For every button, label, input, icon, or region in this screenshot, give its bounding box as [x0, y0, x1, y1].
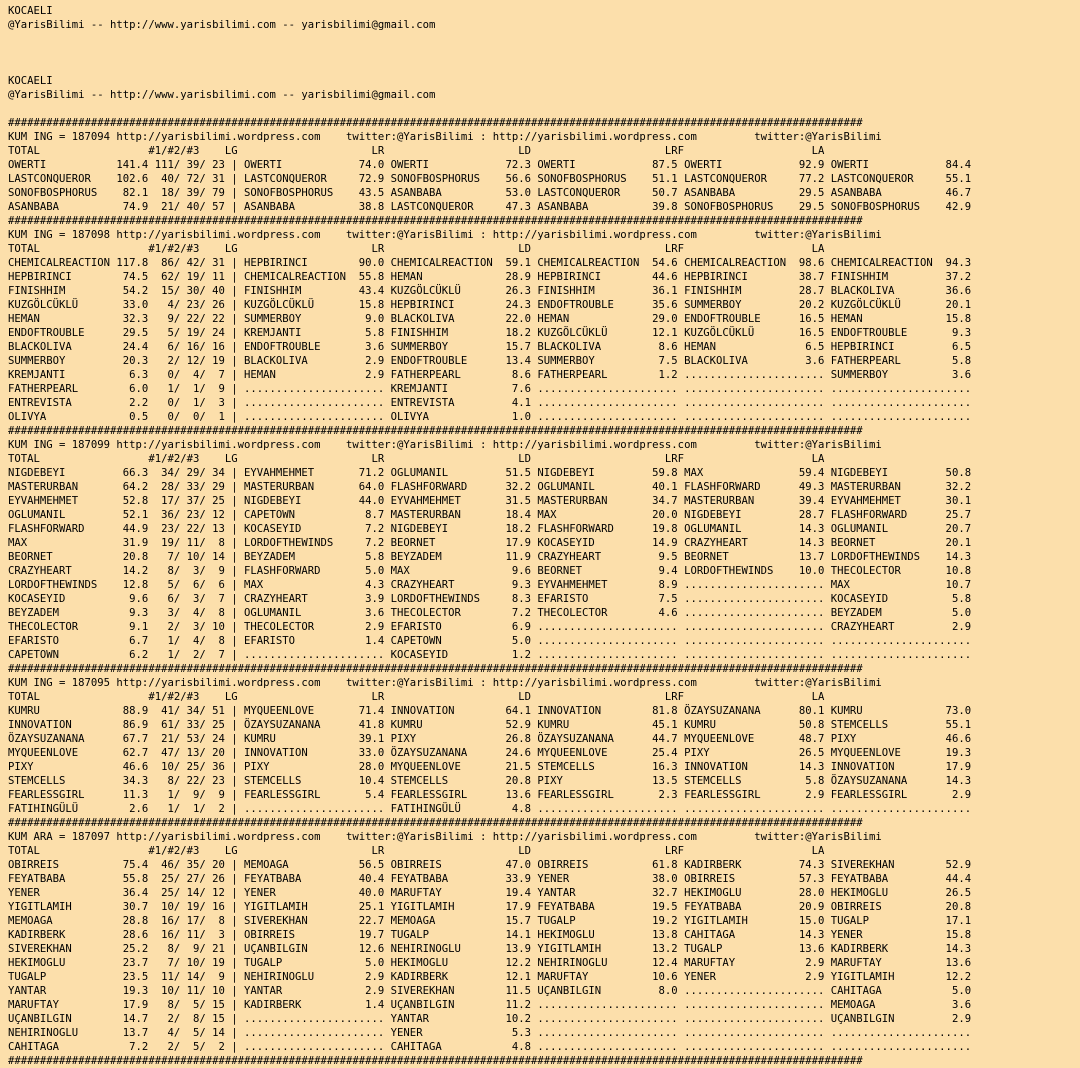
- table-row: MARUFTAY 17.9 8/ 5/ 15 | KADIRBERK 1.4 UÇANBILGIN 11.2 ...................... ...................... MEMOAGA 3.6: [8, 999, 972, 1011]
- column-header-row: TOTAL #1/#2/#3 LG LR LD LRF LA: [8, 243, 825, 255]
- table-row: MYQUEENLOVE 62.7 47/ 13/ 20 | INNOVATION 33.0 ÖZAYSUZANANA 24.6 MYQUEENLOVE 25.4 PIXY 26.5 MYQUEENLOVE 19.3: [8, 747, 972, 759]
- blank-line: [8, 60, 1080, 74]
- table-row: SUMMERBOY 20.3 2/ 12/ 19 | BLACKOLIVA 2.9 ENDOFTROUBLE 13.4 SUMMERBOY 7.5 BLACKOLIVA 3.6 FATHERPEARL 5.8: [8, 355, 972, 367]
- table-row: KUMRU 88.9 41/ 34/ 51 | MYQUEENLOVE 71.4 INNOVATION 64.1 INNOVATION 81.8 ÖZAYSUZANANA 80.1 KUMRU 73.0: [8, 705, 972, 717]
- separator-line: ######################################################################################################################################: [8, 663, 863, 675]
- table-row: NIGDEBEYI 66.3 34/ 29/ 34 | EYVAHMEHMET 71.2 OGLUMANIL 51.5 NIGDEBEYI 59.8 MAX 59.4 NIGDEBEYI 50.8: [8, 467, 972, 479]
- table-row: FATIHINGÜLÜ 2.6 1/ 1/ 2 | ...................... FATIHINGÜLÜ 4.8 ...................... ...................... ......................: [8, 803, 972, 815]
- table-row: PIXY 46.6 10/ 25/ 36 | PIXY 28.0 MYQUEENLOVE 21.5 STEMCELLS 16.3 INNOVATION 14.3 INNOVATION 17.9: [8, 761, 972, 773]
- table-row: ÖZAYSUZANANA 67.7 21/ 53/ 24 | KUMRU 39.1 PIXY 26.8 ÖZAYSUZANANA 44.7 MYQUEENLOVE 48.7 PIXY 46.6: [8, 733, 972, 745]
- table-row: OGLUMANIL 52.1 36/ 23/ 12 | CAPETOWN 8.7 MASTERURBAN 18.4 MAX 20.0 NIGDEBEYI 28.7 FLASHFORWARD 25.7: [8, 509, 972, 521]
- table-row: EYVAHMEHMET 52.8 17/ 37/ 25 | NIGDEBEYI 44.0 EYVAHMEHMET 31.5 MASTERURBAN 34.7 MASTERURBAN 39.4 EYVAHMEHMET 30.1: [8, 495, 972, 507]
- table-row: CAHITAGA 7.2 2/ 5/ 2 | ...................... CAHITAGA 4.8 ...................... ...................... ......................: [8, 1041, 972, 1053]
- table-row: BEORNET 20.8 7/ 10/ 14 | BEYZADEM 5.8 BEYZADEM 11.9 CRAZYHEART 9.5 BEORNET 13.7 LORDOFTHEWINDS 14.3: [8, 551, 972, 563]
- table-row: HEKIMOGLU 23.7 7/ 10/ 19 | TUGALP 5.0 HEKIMOGLU 12.2 NEHIRINOGLU 12.4 MARUFTAY 2.9 MARUFTAY 13.6: [8, 957, 972, 969]
- blank-line: [8, 102, 1080, 116]
- table-row: FATHERPEARL 6.0 1/ 1/ 9 | ...................... KREMJANTI 7.6 ...................... ...................... ......................: [8, 383, 972, 395]
- table-row: LORDOFTHEWINDS 12.8 5/ 6/ 6 | MAX 4.3 CRAZYHEART 9.3 EYVAHMEHMET 8.9 ...................... MAX 10.7: [8, 579, 972, 591]
- page-title: KOCAELI: [8, 5, 53, 17]
- table-row: UÇANBILGIN 14.7 2/ 8/ 15 | ...................... YANTAR 10.2 ...................... ...................... UÇANBILGIN 2.9: [8, 1013, 972, 1025]
- race-header: KUM ARA = 187097 http://yarisbilimi.wordpress.com twitter:@YarisBilimi : http://yarisbilimi.wordpress.com twitter:@YarisBilimi: [8, 831, 882, 843]
- table-row: CRAZYHEART 14.2 8/ 3/ 9 | FLASHFORWARD 5.0 MAX 9.6 BEORNET 9.4 LORDOFTHEWINDS 10.0 THECOLECTOR 10.8: [8, 565, 972, 577]
- table-row: ASANBABA 74.9 21/ 40/ 57 | ASANBABA 38.8 LASTCONQUEROR 47.3 ASANBABA 39.8 SONOFBOSPHORUS 29.5 SONOFBOSPHORUS 42.9: [8, 201, 972, 213]
- race-header: KUM ING = 187098 http://yarisbilimi.wordpress.com twitter:@YarisBilimi : http://yarisbilimi.wordpress.com twitter:@YarisBilimi: [8, 229, 882, 241]
- table-row: TUGALP 23.5 11/ 14/ 9 | NEHIRINOGLU 2.9 KADIRBERK 12.1 MARUFTAY 10.6 YENER 2.9 YIGITLAMIH 12.2: [8, 971, 972, 983]
- column-header-row: TOTAL #1/#2/#3 LG LR LD LRF LA: [8, 845, 825, 857]
- table-row: HEMAN 32.3 9/ 22/ 22 | SUMMERBOY 9.0 BLACKOLIVA 22.0 HEMAN 29.0 ENDOFTROUBLE 16.5 HEMAN 15.8: [8, 313, 972, 325]
- table-row: STEMCELLS 34.3 8/ 22/ 23 | STEMCELLS 10.4 STEMCELLS 20.8 PIXY 13.5 STEMCELLS 5.8 ÖZAYSUZANANA 14.3: [8, 775, 972, 787]
- column-header-row: TOTAL #1/#2/#3 LG LR LD LRF LA: [8, 691, 825, 703]
- column-header-row: TOTAL #1/#2/#3 LG LR LD LRF LA: [8, 453, 825, 465]
- table-row: YENER 36.4 25/ 14/ 12 | YENER 40.0 MARUFTAY 19.4 YANTAR 32.7 HEKIMOGLU 28.0 HEKIMOGLU 26.5: [8, 887, 972, 899]
- table-row: OLIVYA 0.5 0/ 0/ 1 | ...................... OLIVYA 1.0 ...................... ...................... ......................: [8, 411, 972, 423]
- contact-line: @YarisBilimi -- http://www.yarisbilimi.com -- yarisbilimi@gmail.com: [8, 19, 436, 31]
- table-row: FLASHFORWARD 44.9 23/ 22/ 13 | KOCASEYID 7.2 NIGDEBEYI 18.2 FLASHFORWARD 19.8 OGLUMANIL 14.3 OGLUMANIL 20.7: [8, 523, 972, 535]
- table-row: MASTERURBAN 64.2 28/ 33/ 29 | MASTERURBAN 64.0 FLASHFORWARD 32.2 OGLUMANIL 40.1 FLASHFORWARD 49.3 MASTERURBAN 32.2: [8, 481, 972, 493]
- table-row: KADIRBERK 28.6 16/ 11/ 3 | OBIRREIS 19.7 TUGALP 14.1 HEKIMOGLU 13.8 CAHITAGA 14.3 YENER 15.8: [8, 929, 972, 941]
- table-row: THECOLECTOR 9.1 2/ 3/ 10 | THECOLECTOR 2.9 EFARISTO 6.9 ...................... ...................... CRAZYHEART 2.9: [8, 621, 972, 633]
- table-row: KREMJANTI 6.3 0/ 4/ 7 | HEMAN 2.9 FATHERPEARL 8.6 FATHERPEARL 1.2 ...................... SUMMERBOY 3.6: [8, 369, 972, 381]
- table-row: SIVEREKHAN 25.2 8/ 9/ 21 | UÇANBILGIN 12.6 NEHIRINOGLU 13.9 YIGITLAMIH 13.2 TUGALP 13.6 KADIRBERK 14.3: [8, 943, 972, 955]
- race-tables: [8, 116, 1080, 1068]
- column-header-row: TOTAL #1/#2/#3 LG LR LD LRF LA: [8, 145, 825, 157]
- race-header: KUM ING = 187095 http://yarisbilimi.wordpress.com twitter:@YarisBilimi : http://yarisbilimi.wordpress.com twitter:@YarisBilimi: [8, 677, 882, 689]
- separator-line: ######################################################################################################################################: [8, 1055, 863, 1067]
- table-row: NEHIRINOGLU 13.7 4/ 5/ 14 | ...................... YENER 5.3 ...................... ...................... ......................: [8, 1027, 972, 1039]
- table-row: YANTAR 19.3 10/ 11/ 10 | YANTAR 2.9 SIVEREKHAN 11.5 UÇANBILGIN 8.0 ...................... CAHITAGA 5.0: [8, 985, 972, 997]
- table-row: MAX 31.9 19/ 11/ 8 | LORDOFTHEWINDS 7.2 BEORNET 17.9 KOCASEYID 14.9 CRAZYHEART 14.3 BEORNET 20.1: [8, 537, 972, 549]
- table-row: KOCASEYID 9.6 6/ 3/ 7 | CRAZYHEART 3.9 LORDOFTHEWINDS 8.3 EFARISTO 7.5 ...................... KOCASEYID 5.8: [8, 593, 972, 605]
- blank-line: [8, 32, 1080, 46]
- table-row: BEYZADEM 9.3 3/ 4/ 8 | OGLUMANIL 3.6 THECOLECTOR 7.2 THECOLECTOR 4.6 ...................... BEYZADEM 5.0: [8, 607, 972, 619]
- table-row: CAPETOWN 6.2 1/ 2/ 7 | ...................... KOCASEYID 1.2 ...................... ...................... ......................: [8, 649, 972, 661]
- race-header: KUM ING = 187094 http://yarisbilimi.wordpress.com twitter:@YarisBilimi : http://yarisbilimi.wordpress.com twitter:@YarisBilimi: [8, 131, 882, 143]
- table-row: HEPBIRINCI 74.5 62/ 19/ 11 | CHEMICALREACTION 55.8 HEMAN 28.9 HEPBIRINCI 44.6 HEPBIRINCI 38.7 FINISHHIM 37.2: [8, 271, 972, 283]
- table-row: FEYATBABA 55.8 25/ 27/ 26 | FEYATBABA 40.4 FEYATBABA 33.9 YENER 38.0 OBIRREIS 57.3 FEYATBABA 44.4: [8, 873, 972, 885]
- table-row: MEMOAGA 28.8 16/ 17/ 8 | SIVEREKHAN 22.7 MEMOAGA 15.7 TUGALP 19.2 YIGITLAMIH 15.0 TUGALP 17.1: [8, 915, 972, 927]
- table-row: YIGITLAMIH 30.7 10/ 19/ 16 | YIGITLAMIH 25.1 YIGITLAMIH 17.9 FEYATBABA 19.5 FEYATBABA 20.9 OBIRREIS 20.8: [8, 901, 972, 913]
- table-row: OWERTI 141.4 111/ 39/ 23 | OWERTI 74.0 OWERTI 72.3 OWERTI 87.5 OWERTI 92.9 OWERTI 84.4: [8, 159, 972, 171]
- separator-line: ######################################################################################################################################: [8, 817, 863, 829]
- table-row: CHEMICALREACTION 117.8 86/ 42/ 31 | HEPBIRINCI 90.0 CHEMICALREACTION 59.1 CHEMICALREACTION 54.6 CHEMICALREACTION 98.6 CHEMICALREACTION 94.3: [8, 257, 972, 269]
- separator-line: ######################################################################################################################################: [8, 117, 863, 129]
- table-row: SONOFBOSPHORUS 82.1 18/ 39/ 79 | SONOFBOSPHORUS 43.5 ASANBABA 53.0 LASTCONQUEROR 50.7 ASANBABA 29.5 ASANBABA 46.7: [8, 187, 972, 199]
- table-row: OBIRREIS 75.4 46/ 35/ 20 | MEMOAGA 56.5 OBIRREIS 47.0 OBIRREIS 61.8 KADIRBERK 74.3 SIVEREKHAN 52.9: [8, 859, 972, 871]
- table-row: INNOVATION 86.9 61/ 33/ 25 | ÖZAYSUZANANA 41.8 KUMRU 52.9 KUMRU 45.1 KUMRU 50.8 STEMCELLS 55.1: [8, 719, 972, 731]
- contact-line-repeat: @YarisBilimi -- http://www.yarisbilimi.com -- yarisbilimi@gmail.com: [8, 89, 436, 101]
- page-title-repeat: KOCAELI: [8, 75, 53, 87]
- blank-line: [8, 46, 1080, 60]
- table-row: FEARLESSGIRL 11.3 1/ 9/ 9 | FEARLESSGIRL 5.4 FEARLESSGIRL 13.6 FEARLESSGIRL 2.3 FEARLESSGIRL 2.9 FEARLESSGIRL 2.9: [8, 789, 972, 801]
- table-row: LASTCONQUEROR 102.6 40/ 72/ 31 | LASTCONQUEROR 72.9 SONOFBOSPHORUS 56.6 SONOFBOSPHORUS 51.1 LASTCONQUEROR 77.2 LASTCONQUEROR 55.1: [8, 173, 972, 185]
- table-row: ENTREVISTA 2.2 0/ 1/ 3 | ...................... ENTREVISTA 4.1 ...................... ...................... ......................: [8, 397, 972, 409]
- separator-line: ######################################################################################################################################: [8, 425, 863, 437]
- table-row: BLACKOLIVA 24.4 6/ 16/ 16 | ENDOFTROUBLE 3.6 SUMMERBOY 15.7 BLACKOLIVA 8.6 HEMAN 6.5 HEPBIRINCI 6.5: [8, 341, 972, 353]
- table-row: FINISHHIM 54.2 15/ 30/ 40 | FINISHHIM 43.4 KUZGÖLCÜKLÜ 26.3 FINISHHIM 36.1 FINISHHIM 28.7 BLACKOLIVA 36.6: [8, 285, 972, 297]
- table-row: EFARISTO 6.7 1/ 4/ 8 | EFARISTO 1.4 CAPETOWN 5.0 ...................... ...................... ......................: [8, 635, 972, 647]
- table-row: KUZGÖLCÜKLÜ 33.0 4/ 23/ 26 | KUZGÖLCÜKLÜ 15.8 HEPBIRINCI 24.3 ENDOFTROUBLE 35.6 SUMMERBOY 20.2 KUZGÖLCÜKLÜ 20.1: [8, 299, 972, 311]
- race-header: KUM ING = 187099 http://yarisbilimi.wordpress.com twitter:@YarisBilimi : http://yarisbilimi.wordpress.com twitter:@YarisBilimi: [8, 439, 882, 451]
- separator-line: ######################################################################################################################################: [8, 215, 863, 227]
- table-row: ENDOFTROUBLE 29.5 5/ 19/ 24 | KREMJANTI 5.8 FINISHHIM 18.2 KUZGÖLCÜKLÜ 12.1 KUZGÖLCÜKLÜ 16.5 ENDOFTROUBLE 9.3: [8, 327, 972, 339]
